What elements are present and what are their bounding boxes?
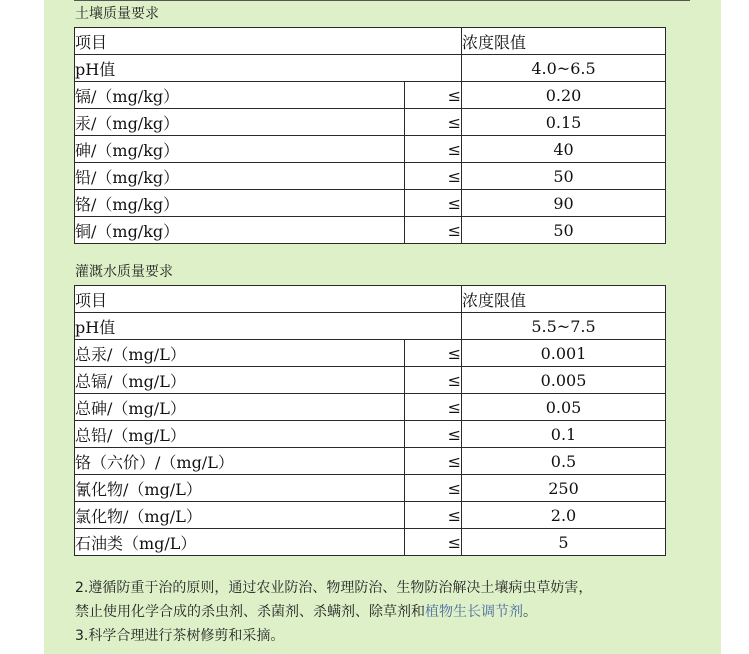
table-row bbox=[75, 55, 666, 82]
row-limit-value: 0.005 bbox=[462, 367, 666, 394]
table-row bbox=[75, 502, 666, 529]
row-limit-value: 0.05 bbox=[462, 394, 666, 421]
row-item-name: 砷/（mg/kg） bbox=[75, 136, 405, 163]
row-limit-value: 50 bbox=[462, 163, 666, 190]
less-or-equal-operator: ≤ bbox=[405, 394, 462, 421]
row-item-name: 镉/（mg/kg） bbox=[75, 82, 405, 109]
table-row bbox=[75, 109, 666, 136]
column-header-value: 浓度限值 bbox=[462, 28, 666, 55]
table-row bbox=[75, 82, 666, 109]
less-or-equal-operator: ≤ bbox=[405, 340, 462, 367]
row-limit-value: 2.0 bbox=[462, 502, 666, 529]
table-header-row bbox=[75, 286, 666, 313]
row-item-name: 总铅/（mg/L） bbox=[75, 421, 405, 448]
row-limit-value: 90 bbox=[462, 190, 666, 217]
less-or-equal-operator: ≤ bbox=[405, 136, 462, 163]
irrigation-water-table bbox=[74, 285, 666, 556]
row-item-name: 铅/（mg/kg） bbox=[75, 163, 405, 190]
row-item-name: 氯化物/（mg/L） bbox=[75, 502, 405, 529]
less-or-equal-operator: ≤ bbox=[405, 109, 462, 136]
row-item-name: 汞/（mg/kg） bbox=[75, 109, 405, 136]
row-limit-value: 40 bbox=[462, 136, 666, 163]
less-or-equal-operator: ≤ bbox=[405, 163, 462, 190]
less-or-equal-operator: ≤ bbox=[405, 529, 462, 556]
row-item-name: 氰化物/（mg/L） bbox=[75, 475, 405, 502]
row-item-name: 石油类（mg/L） bbox=[75, 529, 405, 556]
row-item-name: pH值 bbox=[75, 55, 462, 82]
row-limit-value: 5.5~7.5 bbox=[462, 313, 666, 340]
table-row bbox=[75, 448, 666, 475]
less-or-equal-operator: ≤ bbox=[405, 367, 462, 394]
table-row bbox=[75, 475, 666, 502]
less-or-equal-operator: ≤ bbox=[405, 421, 462, 448]
row-item-name: 总砷/（mg/L） bbox=[75, 394, 405, 421]
row-item-name: 铜/（mg/kg） bbox=[75, 217, 405, 244]
row-limit-value: 0.15 bbox=[462, 109, 666, 136]
paragraph-2-text: 禁止使用化学合成的杀虫剂、杀菌剂、杀螨剂、除草剂和 bbox=[75, 604, 425, 620]
less-or-equal-operator: ≤ bbox=[405, 502, 462, 529]
row-item-name: pH值 bbox=[75, 313, 462, 340]
table-row bbox=[75, 217, 666, 244]
less-or-equal-operator: ≤ bbox=[405, 82, 462, 109]
row-limit-value: 250 bbox=[462, 475, 666, 502]
table-row bbox=[75, 529, 666, 556]
row-item-name: 总镉/（mg/L） bbox=[75, 367, 405, 394]
table-row bbox=[75, 313, 666, 340]
column-header-value: 浓度限值 bbox=[462, 286, 666, 313]
paragraph-2-line-2 bbox=[75, 601, 537, 623]
less-or-equal-operator: ≤ bbox=[405, 217, 462, 244]
paragraph-2-line-1: 2.遵循防重于治的原则，通过农业防治、物理防治、生物防治解决土壤病虫草妨害， bbox=[75, 580, 593, 596]
table-row bbox=[75, 367, 666, 394]
table-header-row bbox=[75, 28, 666, 55]
soil-quality-table bbox=[74, 27, 666, 244]
row-item-name: 总汞/（mg/L） bbox=[75, 340, 405, 367]
table-row bbox=[75, 394, 666, 421]
row-limit-value: 4.0~6.5 bbox=[462, 55, 666, 82]
top-divider bbox=[74, 0, 690, 1]
table-row bbox=[75, 190, 666, 217]
column-header-item: 项目 bbox=[75, 286, 462, 313]
row-limit-value: 0.1 bbox=[462, 421, 666, 448]
paragraph-2-end: 。 bbox=[523, 604, 537, 620]
paragraph-3: 3.科学合理进行茶树修剪和采摘。 bbox=[75, 628, 285, 644]
row-item-name: 铬（六价）/（mg/L） bbox=[75, 448, 405, 475]
row-limit-value: 5 bbox=[462, 529, 666, 556]
table-row bbox=[75, 340, 666, 367]
table-row bbox=[75, 421, 666, 448]
row-item-name: 铬/（mg/kg） bbox=[75, 190, 405, 217]
plant-growth-regulator-link[interactable]: 植物生长调节剂 bbox=[425, 604, 523, 620]
table-row bbox=[75, 163, 666, 190]
less-or-equal-operator: ≤ bbox=[405, 448, 462, 475]
row-limit-value: 50 bbox=[462, 217, 666, 244]
row-limit-value: 0.20 bbox=[462, 82, 666, 109]
column-header-item: 项目 bbox=[75, 28, 462, 55]
row-limit-value: 0.001 bbox=[462, 340, 666, 367]
water-section-title: 灌溉水质量要求 bbox=[75, 264, 173, 280]
soil-section-title: 土壤质量要求 bbox=[75, 6, 159, 22]
row-limit-value: 0.5 bbox=[462, 448, 666, 475]
less-or-equal-operator: ≤ bbox=[405, 475, 462, 502]
less-or-equal-operator: ≤ bbox=[405, 190, 462, 217]
table-row bbox=[75, 136, 666, 163]
